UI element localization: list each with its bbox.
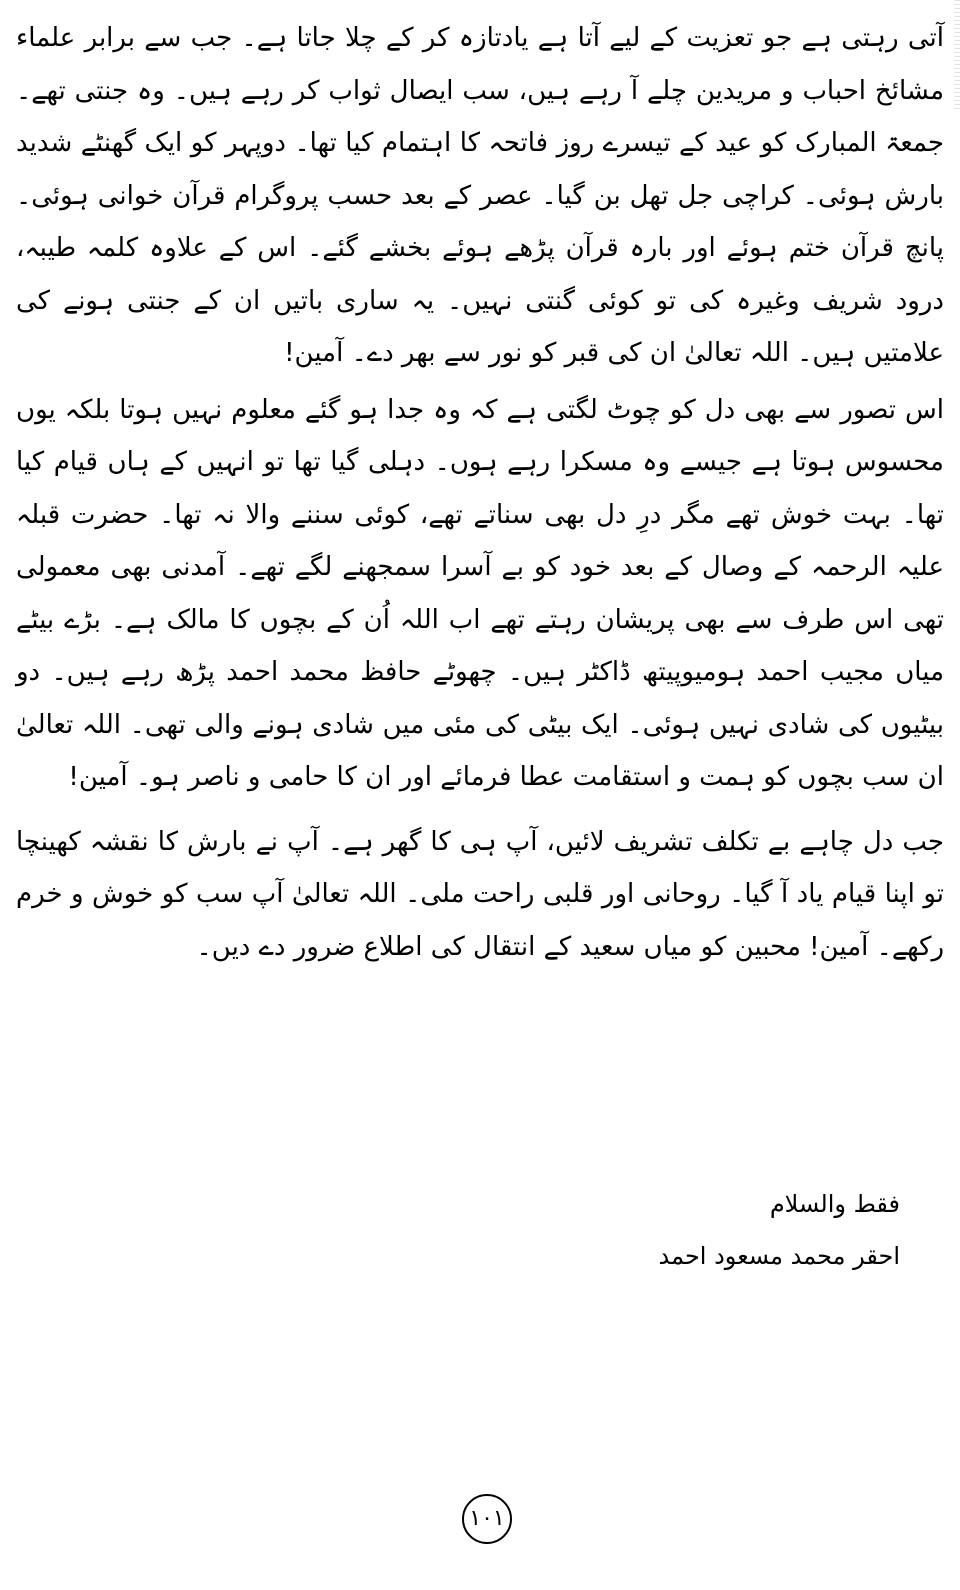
letter-closing — [32, 1178, 960, 1282]
closing-salutation: فقط والسلام — [769, 1190, 900, 1218]
paragraph-2: اس تصور سے بھی دل کو چوٹ لگتی ہے کہ وہ جدا ہو گئے معلوم نہیں ہوتا بلکہ یوں محسوس ہوتا ہے جیسے وہ مسکرا رہے ہوں۔ دہلی گیا تھا تو انہیں کے ہاں قیام کیا تھا۔ بہت خوش تھے مگر درِ دل بھی سناتے تھے، کوئی سننے والا نہ تھا۔ حضرت قبلہ علیہ الرحمہ کے وصال کے بعد خود کو بے آسرا سمجھنے لگے تھے۔ آمدنی بھی معمولی تھی اس طرف سے بھی پریشان رہتے تھے اب اللہ اُن کے بچوں کا مالک ہے۔ بڑے بیٹے میاں مجیب احمد ہومیوپیتھ ڈاکٹر ہیں۔ چھوٹے حافظ محمد احمد پڑھ رہے ہیں۔ دو بیٹیوں کی شادی نہیں ہوئی۔ ایک بیٹی کی مئی میں شادی ہونے والی تھی۔ اللہ تعالیٰ ان سب بچوں کو ہمت و استقامت عطا فرمائے اور ان کا حامی و ناصر ہو۔ آمین! — [16, 394, 944, 792]
scan-edge-speckle — [954, 0, 960, 110]
page-number-badge — [462, 1494, 512, 1544]
paragraph-3: جب دل چاہے بے تکلف تشریف لائیں، آپ ہی کا گھر ہے۔ آپ نے بارش کا نقشہ کھینچا تو اپنا قیام یاد آ گیا۔ روحانی اور قلبی راحت ملی۔ اللہ تعالیٰ آپ سب کو خوش و خرم رکھے۔ آمین! محبین کو میاں سعید کے انتقال کی اطلاع ضرور دے دیں۔ — [16, 826, 944, 962]
paragraph-1: آتی رہتی ہے جو تعزیت کے لیے آتا ہے یادتازہ کر کے چلا جاتا ہے۔ جب سے برابر علماء مشائخ احباب و مریدین چلے آ رہے ہیں، سب ایصال ثواب کر رہے ہیں۔ وہ جنتی تھے۔ جمعۃ المبارک کو عید کے تیسرے روز فاتحہ کا اہتمام کیا تھا۔ دوپہر کو ایک گھنٹے شدید بارش ہوئی۔ کراچی جل تھل بن گیا۔ عصر کے بعد حسب پروگرام قرآن خوانی ہوئی۔ پانچ قرآن ختم ہوئے اور بارہ قرآن پڑھے ہوئے بخشے گئے۔ اس کے علاوہ کلمہ طیبہ، درود شریف وغیرہ کی تو کوئی گنتی نہیں۔ یہ ساری باتیں ان کے جنتی ہونے کی علامتیں ہیں۔ اللہ تعالیٰ ان کی قبر کو نور سے بھر دے۔ آمین! — [16, 23, 944, 368]
page-number: ۱۰۱ — [469, 1506, 505, 1531]
closing-signature: احقر محمد مسعود احمد — [658, 1242, 900, 1270]
letter-body — [16, 12, 944, 973]
